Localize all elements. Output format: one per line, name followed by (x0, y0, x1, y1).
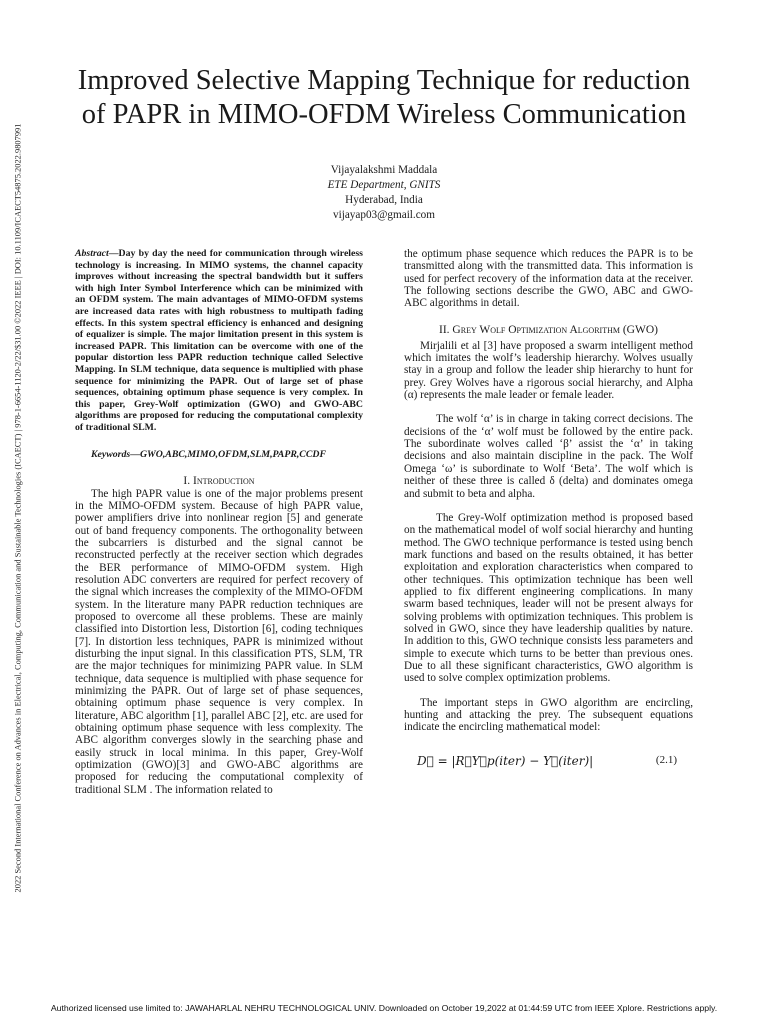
gwo-paragraph: The important steps in GWO algorithm are encircling, hunting and attacking the prey. The subsequent equations indicate the encircling mathematical model: (404, 696, 693, 734)
side-citation-note (3, 30, 33, 985)
paper-title-line-1: Improved Selective Mapping Technique for reduction (77, 65, 691, 96)
left-column (75, 248, 363, 796)
right-column (404, 248, 693, 772)
gwo-paragraph: The wolf ‘α’ is in charge in taking correct decisions. The decisions of the ‘α’ wolf must be followed by the entire pack. The subordinate wolves called ‘β’ assist the ‘α’ in taking decisions and also maintain discipline in the pack. The Wolf Omega ‘ω’ is subordinate to Wolf ‘Beta’. The wolf which is neither of these three is called δ (delta) and dominates omega and submit to beta and alpha. (404, 413, 693, 500)
equation-text: D⃗ = |R⃗Y⃗p(iter) − Y⃗(iter)| (417, 753, 594, 768)
introduction-paragraph: The high PAPR value is one of the major problems present in the MIMO-OFDM system. Because of high PAPR value, power amplifiers drive into nonlinear region [5] and generate out of band frequency components. The orthogonality between the subcarriers is disturbed and the signal cannot be reconstructed perfectly at the receiver section which degrades the BER performance of MIMO-OFDM system. High resolution ADC converters are required for perfect recovery of the signal which increases the complexity of the MIMO-OFDM system. In the literature many PAPR reduction techniques are proposed to overcome all these problems. These are mainly classified into Distortion less, Distortion [6], coding techniques [7]. In distortion less techniques, PAPR is minimized without disturbing the input signal. In this classification PTS, SLM, TR are the major techniques for minimizing PAPR value. In SLM technique, data sequence is multiplied with phase sequence for minimizing the PAPR. Out of large set of phase sequences, obtaining optimum phase sequence is very complex. In literature, ABC algorithm [1], parallel ABC [2], etc. are used for obtaining optimum phase sequence with less complexity. The ABC algorithm converges slowly in the searching phase and easily struck in local minima. In this paper, Grey-Wolf optimization (GWO)[3] and GWO-ABC algorithms are proposed for reducing the computational complexity of traditional SLM . The information related to (75, 487, 363, 796)
author-location: Hyderabad, India (345, 194, 423, 206)
continuation-paragraph: the optimum phase sequence which reduces the PAPR is to be transmitted along with the transmitted data. This information is used for perfect recovery of the information data at the receiver. The following sections describe the GWO, ABC and GWO-ABC algorithms in detail. (404, 248, 693, 310)
author-name: Vijayalakshmi Maddala (330, 164, 438, 176)
equation-number: (2.1) (655, 753, 677, 766)
paper-title-line-2: of PAPR in MIMO-OFDM Wireless Communication (81, 99, 687, 130)
paper-title (40, 64, 728, 132)
side-citation-text: 2022 Second International Conference on Advances in Electrical, Computing, Communication and Sustainable Technologies (ICAECT) | 978-1-6654-1120-2/22/$31.00 ©2022 IEEE | DOI: 10.1109/ICAECT54875.2022.9807991 (13, 123, 23, 892)
abstract-text: —Day by day the need for communication through wireless technology is increasing. In MIMO systems, the channel capacity improves without increasing the spectral bandwidth but it suffers with high Inter Symbol Interference which can be minimized with an OFDM system. The main advantages of MIMO-OFDM systems are increased data rates with high robustness to multipath fading effects. In this system spectral efficiency is enhanced and designing of equalizer is simple. The major limitation present in this system is increased PAPR. This limitation can be overcome with one of the popular distortion less PAPR reduction technique called Selective Mapping. In SLM technique, data sequence is multiplied with phase sequence for minimizing the PAPR. Out of large set of phase sequences, obtaining optimum phase sequence is very complex. In this paper, Grey-Wolf optimization (GWO) and GWO-ABC algorithms are proposed for reducing the computational complexity of traditional SLM. (75, 248, 363, 433)
section-heading-gwo: II. Grey Wolf Optimization Algorithm (GWO) (439, 323, 658, 336)
abstract-label: Abstract (75, 248, 109, 259)
gwo-paragraph: Mirjalili et al [3] have proposed a swarm intelligent method which imitates the wolf’s leadership hierarchy. Wolves usually stay in a group and follow the leader ship hierarchy to hunt for prey. Grey Wolves have a rigorous social hierarchy, and Alpha (α) represents the male leader or female leader. (404, 339, 693, 402)
license-footer: Authorized licensed use limited to: JAWAHARLAL NEHRU TECHNOLOGICAL UNIV. Downloaded on October 19,2022 at 01:44:59 UTC from IEEE Xplore. Restrictions apply. (50, 1003, 718, 1013)
author-department: ETE Department, GNITS (327, 179, 441, 191)
keywords: Keywords—GWO,ABC,MIMO,OFDM,SLM,PAPR,CCDF (91, 448, 326, 460)
author-block (200, 163, 568, 223)
equation-2-1 (404, 754, 693, 772)
author-email: vijayap03@gmail.com (333, 209, 435, 221)
gwo-paragraph: The Grey-Wolf optimization method is proposed based on the mathematical model of wolf social hierarchy and hunting method. The GWO technique performance is tested using bench mark functions and based on the results obtained, it has better exploitation and exploration characteristics when compared to other techniques. This optimization technique has been well applied to fix different engineering complications. In many swarm based techniques, leader will not be present always for solving problems with optimization techniques. This problem is solved in GWO, since they have leadership qualities by nature. In addition to this, GWO technique consists less parameters and simple to execute which turns to be better than previous ones. Due to all these significant characteristics, GWO algorithm is used to solve complex optimization problems. (404, 511, 693, 685)
section-heading-introduction: I. Introduction (183, 474, 255, 487)
abstract (75, 248, 363, 434)
